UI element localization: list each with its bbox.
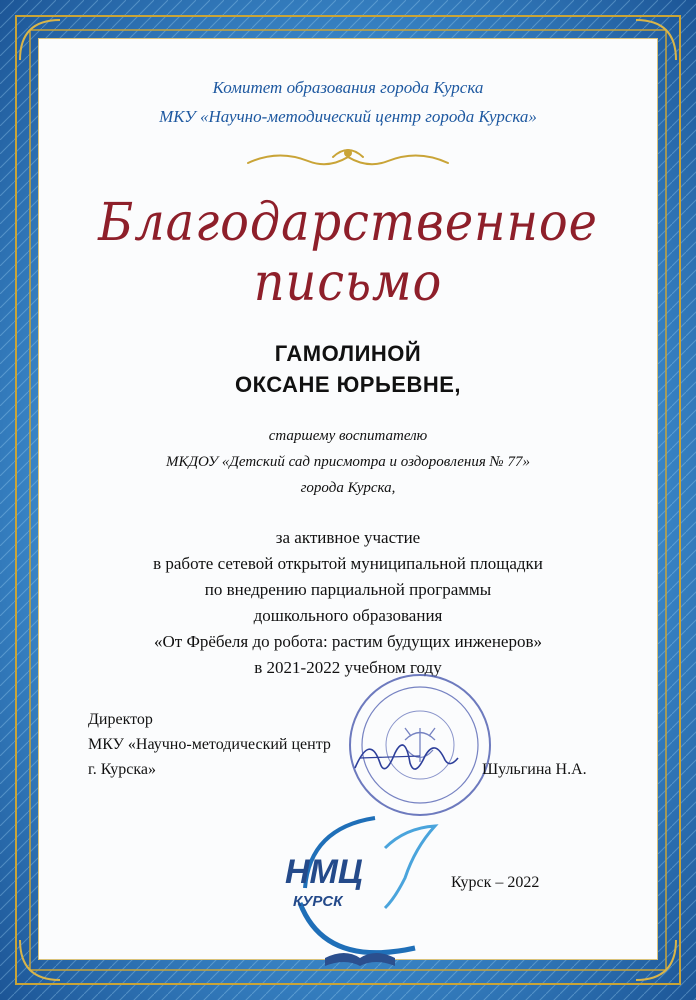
position-line-3: города Курска, xyxy=(300,480,396,496)
nmc-logo xyxy=(265,808,455,978)
logo-main-text: НМЦ xyxy=(285,853,363,891)
position-line-1: старшему воспитателю xyxy=(268,428,428,444)
reason-line-5: «От Фрёбеля до робота: растим будущих инженеров» xyxy=(153,632,542,651)
recipient-name: ОКСАНЕ ЮРЬЕВНЕ, xyxy=(234,372,462,397)
gold-ornament-divider xyxy=(238,143,458,173)
letter-title: Благодарственное письмо xyxy=(98,193,598,313)
signatory-role-line-3: г. Курска» xyxy=(88,761,156,778)
reason-line-6: в 2021-2022 учебном году xyxy=(254,658,442,677)
reason-line-4: дошкольного образования xyxy=(253,606,443,625)
logo-sub-text: КУРСК xyxy=(293,893,343,910)
header-line-2: МКУ «Научно-методический центр города Курска» xyxy=(159,107,537,126)
position-line-2: МКДОУ «Детский сад присмотра и оздоровления № 77» xyxy=(166,454,530,470)
signatory-role-line-2: МКУ «Научно-методический центр xyxy=(88,736,331,753)
signatory-role-line-1: Директор xyxy=(88,711,153,728)
signature-scribble xyxy=(350,728,460,788)
recipient-surname: ГАМОЛИНОЙ xyxy=(274,341,422,366)
reason-line-1: за активное участие xyxy=(275,528,421,547)
place-and-year: Курск – 2022 xyxy=(451,874,540,891)
signatory-name: Шульгина Н.А. xyxy=(482,761,587,778)
reason-line-2: в работе сетевой открытой муниципальной площадки xyxy=(153,554,543,573)
header-line-1: Комитет образования города Курска xyxy=(212,78,484,97)
reason-line-3: по внедрению парциальной программы xyxy=(204,580,492,599)
